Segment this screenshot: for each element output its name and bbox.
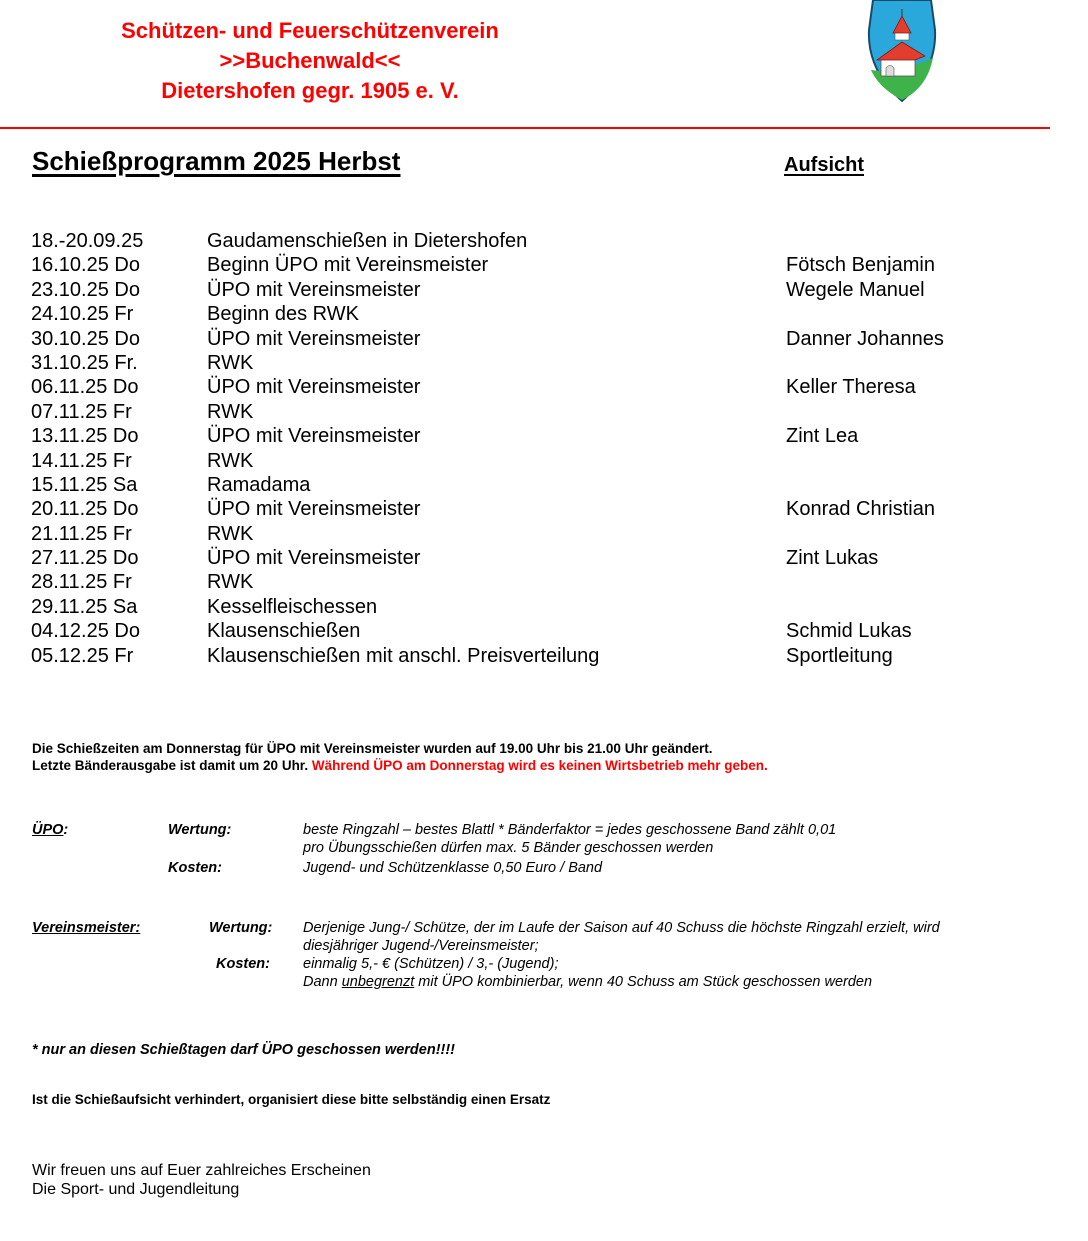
upo-wertung-line2: pro Übungsschießen dürfen max. 5 Bänder geschossen werden	[303, 840, 714, 856]
date: 15.11.25 Sa	[31, 473, 138, 496]
event: Klausenschießen mit anschl. Preisverteilung	[207, 644, 600, 667]
date: 18.-20.09.25	[31, 230, 144, 252]
schedule-row	[31, 302, 1081, 326]
date: 27.11.25 Do	[31, 547, 139, 570]
club-name-line2: >>Buchenwald<<	[219, 48, 401, 73]
supervisor-column-header: Aufsicht	[784, 154, 864, 176]
event: Gaudamenschießen in Dietershofen	[207, 230, 528, 252]
date: 06.11.25 Do	[31, 376, 139, 399]
vm-kosten-label: Kosten:	[216, 956, 270, 972]
notice-warning: Während ÜPO am Donnerstag wird es keinen Wirtsbetrieb mehr geben.	[311, 758, 768, 773]
date: 23.10.25 Do	[31, 278, 140, 301]
vm-wertung-line1: Derjenige Jung-/ Schütze, der im Laufe der Saison auf 40 Schuss die höchste Ringzahl erzielt, wird	[303, 920, 940, 936]
event: ÜPO mit Vereinsmeister	[207, 278, 421, 301]
supervisor: Schmid Lukas	[786, 620, 912, 643]
event: ÜPO mit Vereinsmeister	[207, 498, 421, 521]
coat-of-arms-chapel-icon	[867, 0, 937, 102]
schedule-row	[31, 595, 1081, 619]
vm-kosten-line2: Dann unbegrenzt mit ÜPO kombinierbar, wenn 40 Schuss am Stück geschossen werden	[303, 974, 873, 990]
schedule-row	[31, 351, 1081, 375]
schedule-row	[31, 546, 1081, 570]
date: 20.11.25 Do	[31, 498, 139, 521]
schedule-row	[31, 400, 1081, 424]
date: 21.11.25 Fr	[31, 522, 132, 545]
upo-kosten-line1: Jugend- und Schützenklasse 0,50 Euro / Band	[303, 860, 603, 876]
date: 30.10.25 Do	[31, 327, 140, 350]
event: ÜPO mit Vereinsmeister	[207, 547, 421, 570]
schedule-row	[31, 327, 1081, 351]
supervisor: Konrad Christian	[786, 498, 935, 521]
deputy-note: Ist die Schießaufsicht verhindert, organisiert diese bitte selbständig einen Ersatz	[32, 1092, 551, 1107]
supervisor: Danner Johannes	[786, 327, 944, 350]
schedule-row	[31, 570, 1081, 594]
vereinsmeister-label: Vereinsmeister:	[32, 920, 141, 936]
club-name	[40, 16, 580, 106]
upo-kosten-label: Kosten:	[168, 860, 222, 876]
footnote: * nur an diesen Schießtagen darf ÜPO geschossen werden!!!!	[32, 1042, 456, 1058]
event: ÜPO mit Vereinsmeister	[207, 425, 421, 448]
event: ÜPO mit Vereinsmeister	[207, 327, 421, 350]
club-name-line1: Schützen- und Feuerschützenverein	[121, 18, 499, 43]
date: 29.11.25 Sa	[31, 595, 138, 618]
upo-label: ÜPO:	[32, 822, 69, 838]
closing-line1: Wir freuen uns auf Euer zahlreiches Erscheinen	[32, 1162, 371, 1179]
supervisor: Keller Theresa	[786, 376, 916, 399]
event: RWK	[207, 571, 254, 594]
event: RWK	[207, 449, 254, 472]
page-title: Schießprogramm 2025 Herbst	[32, 146, 401, 176]
schedule-row	[31, 619, 1081, 643]
date: 28.11.25 Fr	[31, 571, 132, 594]
shooting-times-notice	[32, 740, 768, 774]
supervisor: Zint Lukas	[786, 547, 879, 570]
schedule-row	[31, 375, 1081, 399]
event: RWK	[207, 400, 254, 423]
vm-wertung-label: Wertung:	[209, 920, 273, 936]
schedule-row	[31, 278, 1081, 302]
notice-line2-text: Letzte Bänderausgabe ist damit um 20 Uhr.	[32, 758, 312, 773]
event: Ramadama	[207, 473, 311, 496]
date: 14.11.25 Fr	[31, 449, 132, 472]
event: RWK	[207, 522, 254, 545]
notice-line1: Die Schießzeiten am Donnerstag für ÜPO mit Vereinsmeister wurden auf 19.00 Uhr bis 21.00 Uhr geändert.	[32, 741, 713, 756]
vm-wertung-line2: diesjähriger Jugend-/Vereinsmeister;	[303, 938, 539, 954]
notice-line2	[32, 757, 768, 774]
vm-kosten-line1: einmalig 5,- € (Schützen) / 3,- (Jugend);	[303, 956, 559, 972]
event: Klausenschießen	[207, 620, 361, 643]
club-name-line3: Dietershofen gegr. 1905 e. V.	[161, 78, 459, 103]
event: ÜPO mit Vereinsmeister	[207, 376, 421, 399]
event: Kesselfleischessen	[207, 595, 378, 618]
event: Beginn ÜPO mit Vereinsmeister	[207, 254, 489, 277]
date: 13.11.25 Do	[31, 425, 139, 448]
schedule-row	[31, 229, 1081, 253]
supervisor: Wegele Manuel	[786, 278, 925, 301]
date: 04.12.25 Do	[31, 620, 140, 643]
upo-wertung-line1: beste Ringzahl – bestes Blattl * Bänderfaktor = jedes geschossene Band zählt 0,01	[303, 822, 837, 838]
schedule-row	[31, 473, 1081, 497]
date: 24.10.25 Fr	[31, 303, 134, 326]
schedule-row	[31, 497, 1081, 521]
schedule-row	[31, 253, 1081, 277]
upo-wertung-label: Wertung:	[168, 822, 232, 838]
date: 31.10.25 Fr.	[31, 351, 138, 374]
closing	[32, 1161, 371, 1199]
header-divider	[0, 127, 1050, 129]
closing-signature: Die Sport- und Jugendleitung	[32, 1181, 240, 1198]
schedule-row	[31, 644, 1081, 668]
event: RWK	[207, 351, 254, 374]
supervisor: Zint Lea	[786, 425, 859, 448]
schedule-row	[31, 424, 1081, 448]
supervisor: Fötsch Benjamin	[786, 254, 935, 277]
date: 16.10.25 Do	[31, 254, 140, 277]
schedule-row	[31, 449, 1081, 473]
schedule-row	[31, 522, 1081, 546]
supervisor: Sportleitung	[786, 644, 893, 667]
event: Beginn des RWK	[207, 303, 359, 326]
date: 05.12.25 Fr	[31, 644, 134, 667]
schedule-list	[31, 229, 1081, 668]
date: 07.11.25 Fr	[31, 400, 132, 423]
